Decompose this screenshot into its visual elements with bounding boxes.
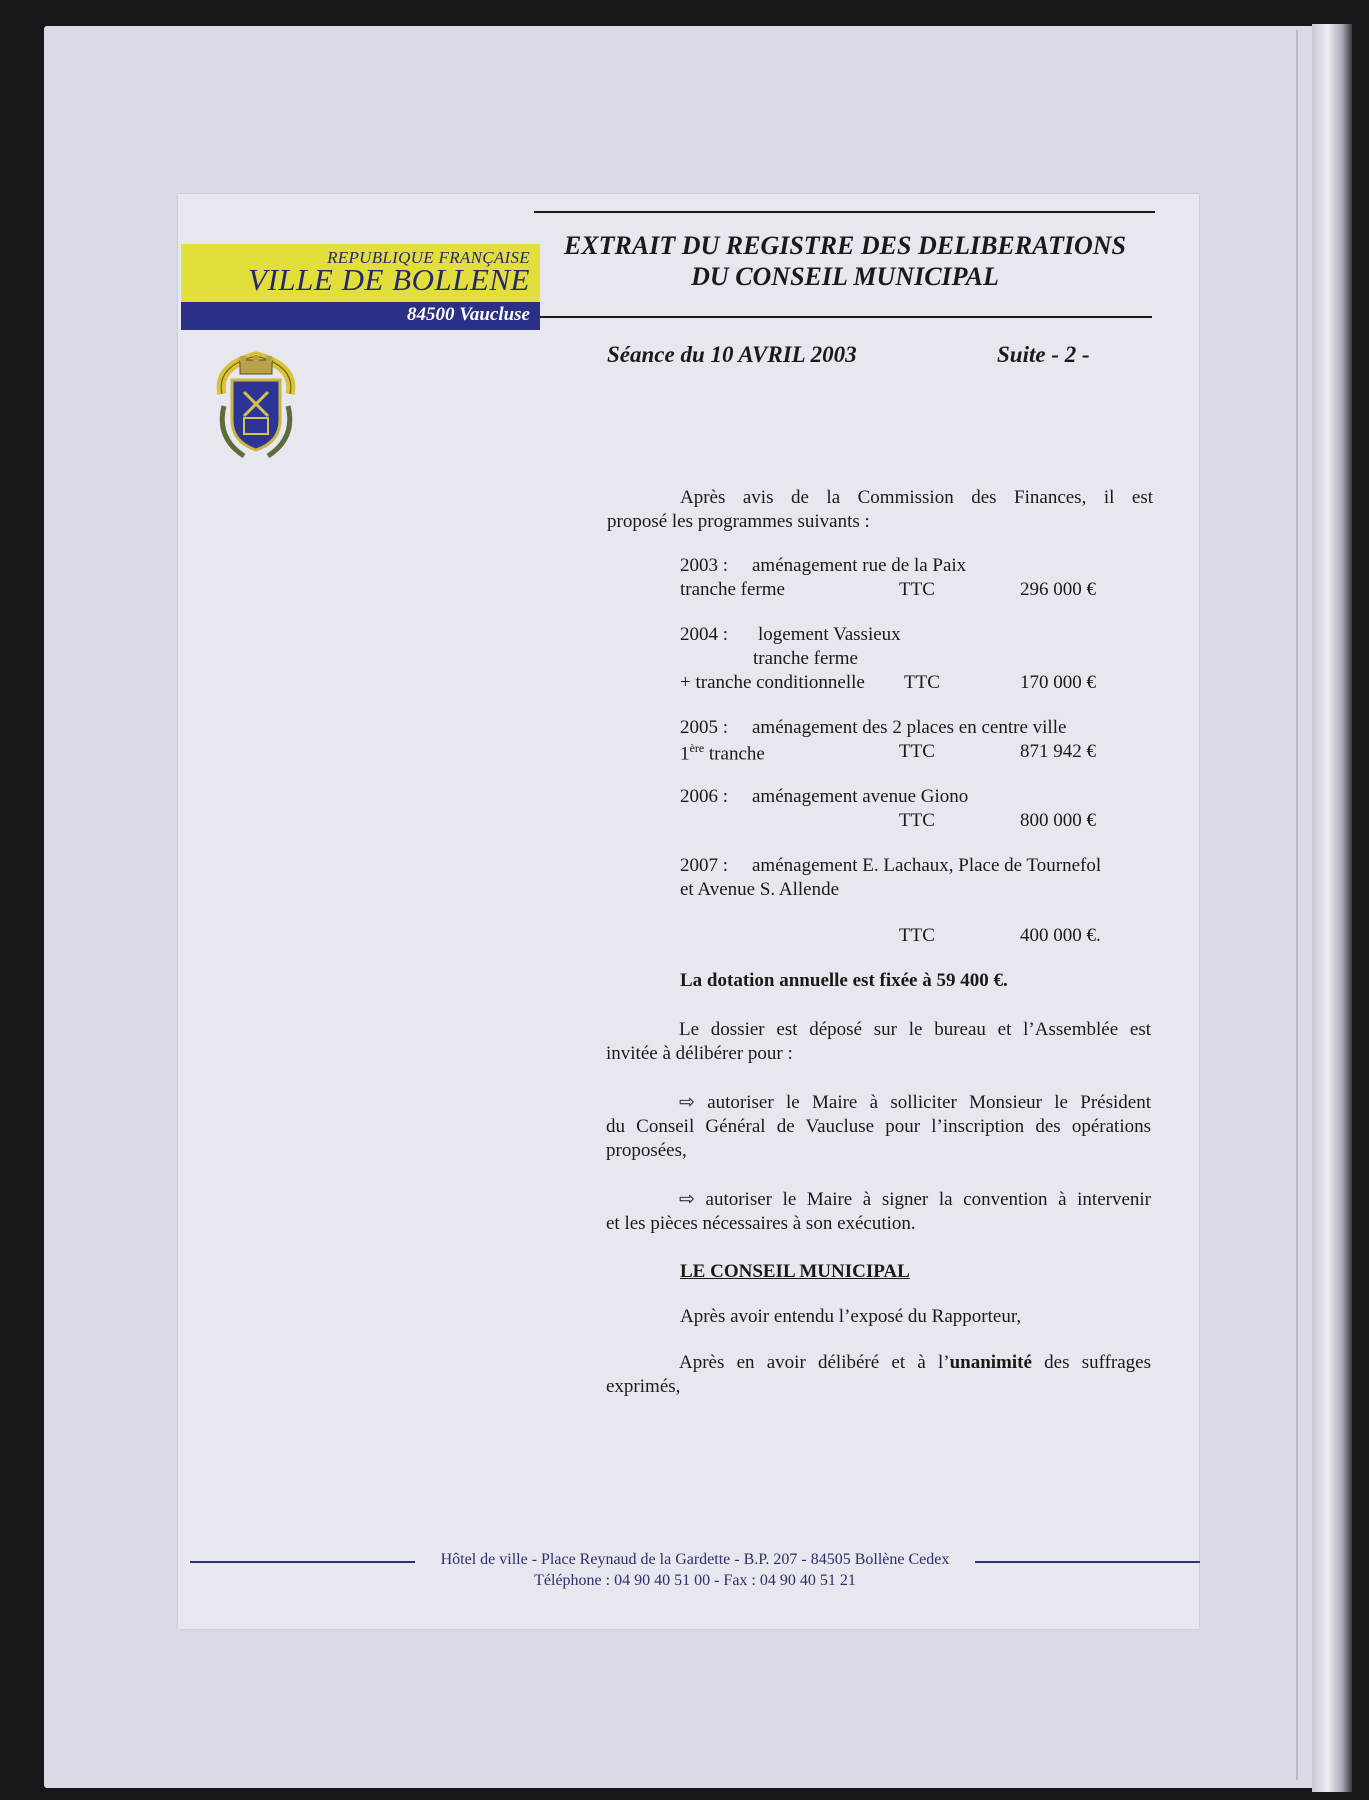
programme-2005-detail-sup: ère	[689, 741, 705, 755]
action-2-line-2: et les pièces nécessaires à son exécution.	[606, 1213, 916, 1234]
programme-2004-amount: 170 000 €	[1020, 672, 1096, 693]
intro-line-2: proposé les programmes suivants :	[607, 511, 870, 532]
programme-2007-ttc: TTC	[899, 925, 935, 946]
arrow-right-icon: ⇨	[679, 1189, 695, 1210]
programme-2005-ttc: TTC	[899, 741, 935, 762]
header-top-rule	[534, 211, 1155, 213]
departement-label: 84500 Vaucluse	[407, 304, 530, 325]
footer-address: Hôtel de ville - Place Reynaud de la Gardette - B.P. 207 - 84505 Bollène Cedex	[440, 1551, 950, 1568]
ville-label: VILLE DE BOLLENE	[248, 262, 530, 297]
dossier-line-2: invitée à délibérer pour :	[606, 1043, 793, 1064]
programme-2004-year: 2004 :	[680, 624, 729, 645]
title-line-1: EXTRAIT DU REGISTRE DES DELIBERATIONS	[563, 231, 1127, 260]
programme-2005-detail-text: tranche	[708, 743, 765, 765]
document-sheet	[178, 194, 1199, 1629]
programme-2003-year: 2003 :	[680, 555, 729, 576]
intro-paragraph	[607, 486, 1153, 534]
action-1-line-2: du Conseil Général de Vaucluse pour l’inscription des opérations	[606, 1116, 1151, 1137]
programme-2007-year: 2007 :	[680, 855, 729, 876]
programme-2006-year: 2006 :	[680, 786, 729, 807]
programme-2005-amount: 871 942 €	[1020, 741, 1096, 762]
conseil-delibere-line-2: exprimés,	[606, 1376, 681, 1397]
conseil-entendu: Après avoir entendu l’exposé du Rapporteur,	[680, 1306, 1022, 1327]
conseil-heading: LE CONSEIL MUNICIPAL	[680, 1261, 910, 1282]
dossier-line-1: Le dossier est déposé sur le bureau et l’Assemblée est	[679, 1019, 1151, 1040]
binder-edge	[1312, 24, 1352, 1792]
programme-2004-detail-2: + tranche conditionnelle	[680, 672, 865, 693]
header-bottom-rule	[540, 316, 1152, 318]
delibere-pre: Après en avoir délibéré et à l’	[679, 1352, 950, 1373]
binder-fold-line	[1296, 30, 1298, 1780]
arrow-right-icon: ⇨	[679, 1092, 695, 1113]
delibere-post: des suffrages	[1031, 1352, 1151, 1373]
programme-2003-detail: tranche ferme	[680, 579, 785, 600]
programme-2007-amount: 400 000 €.	[1020, 925, 1101, 946]
action-1	[606, 1091, 1151, 1163]
programme-2004-detail-1: tranche ferme	[753, 648, 858, 669]
conseil-delibere	[606, 1351, 1151, 1399]
programme-2004-title: logement Vassieux	[758, 624, 901, 645]
footer	[190, 1549, 1200, 1591]
coat-of-arms-icon	[214, 346, 298, 464]
programme-2007-title-2: et Avenue S. Allende	[680, 879, 840, 900]
programme-2005-title: aménagement des 2 places en centre ville	[752, 717, 1067, 738]
programme-2007-title: aménagement E. Lachaux, Place de Tournefol	[752, 855, 1102, 876]
title-line-2: DU CONSEIL MUNICIPAL	[691, 262, 999, 291]
conseil-delibere-line-1	[606, 1351, 1151, 1375]
programme-2006-amount: 800 000 €	[1020, 810, 1096, 831]
document-title	[540, 230, 1150, 292]
logo-banner-blue	[181, 302, 540, 330]
intro-line-1: Après avis de la Commission des Finances, il est	[680, 487, 1153, 508]
programme-2004-ttc: TTC	[904, 672, 940, 693]
dossier-paragraph	[606, 1018, 1151, 1066]
programme-2003-title: aménagement rue de la Paix	[752, 555, 967, 576]
dotation-statement: La dotation annuelle est fixée à 59 400 €.	[680, 970, 1008, 991]
page-continuation: Suite - 2 -	[997, 342, 1090, 367]
action-1-line-3: proposées,	[606, 1140, 687, 1161]
action-1-line-1	[606, 1091, 1151, 1115]
action-2	[606, 1188, 1151, 1236]
delibere-bold: unanimité	[949, 1352, 1032, 1373]
session-date: Séance du 10 AVRIL 2003	[607, 342, 857, 367]
programme-2005-detail-num: 1	[680, 743, 690, 765]
action-1-text-1: autoriser le Maire à solliciter Monsieur le Président	[707, 1092, 1151, 1113]
programme-2005-year: 2005 :	[680, 717, 729, 738]
programme-2003-ttc: TTC	[899, 579, 935, 600]
programme-2006-ttc: TTC	[899, 810, 935, 831]
footer-phone: Téléphone : 04 90 40 51 00 - Fax : 04 90 40 51 21	[534, 1572, 856, 1589]
programme-2003-amount: 296 000 €	[1020, 579, 1096, 600]
action-2-line-1	[606, 1188, 1151, 1212]
action-2-text-1: autoriser le Maire à signer la convention à intervenir	[705, 1189, 1152, 1210]
logo-banner-yellow	[181, 244, 540, 302]
programme-2006-title: aménagement avenue Giono	[752, 786, 969, 807]
programme-2005-detail	[680, 741, 765, 765]
republique-label: REPUBLIQUE FRANÇAISE	[327, 248, 530, 267]
